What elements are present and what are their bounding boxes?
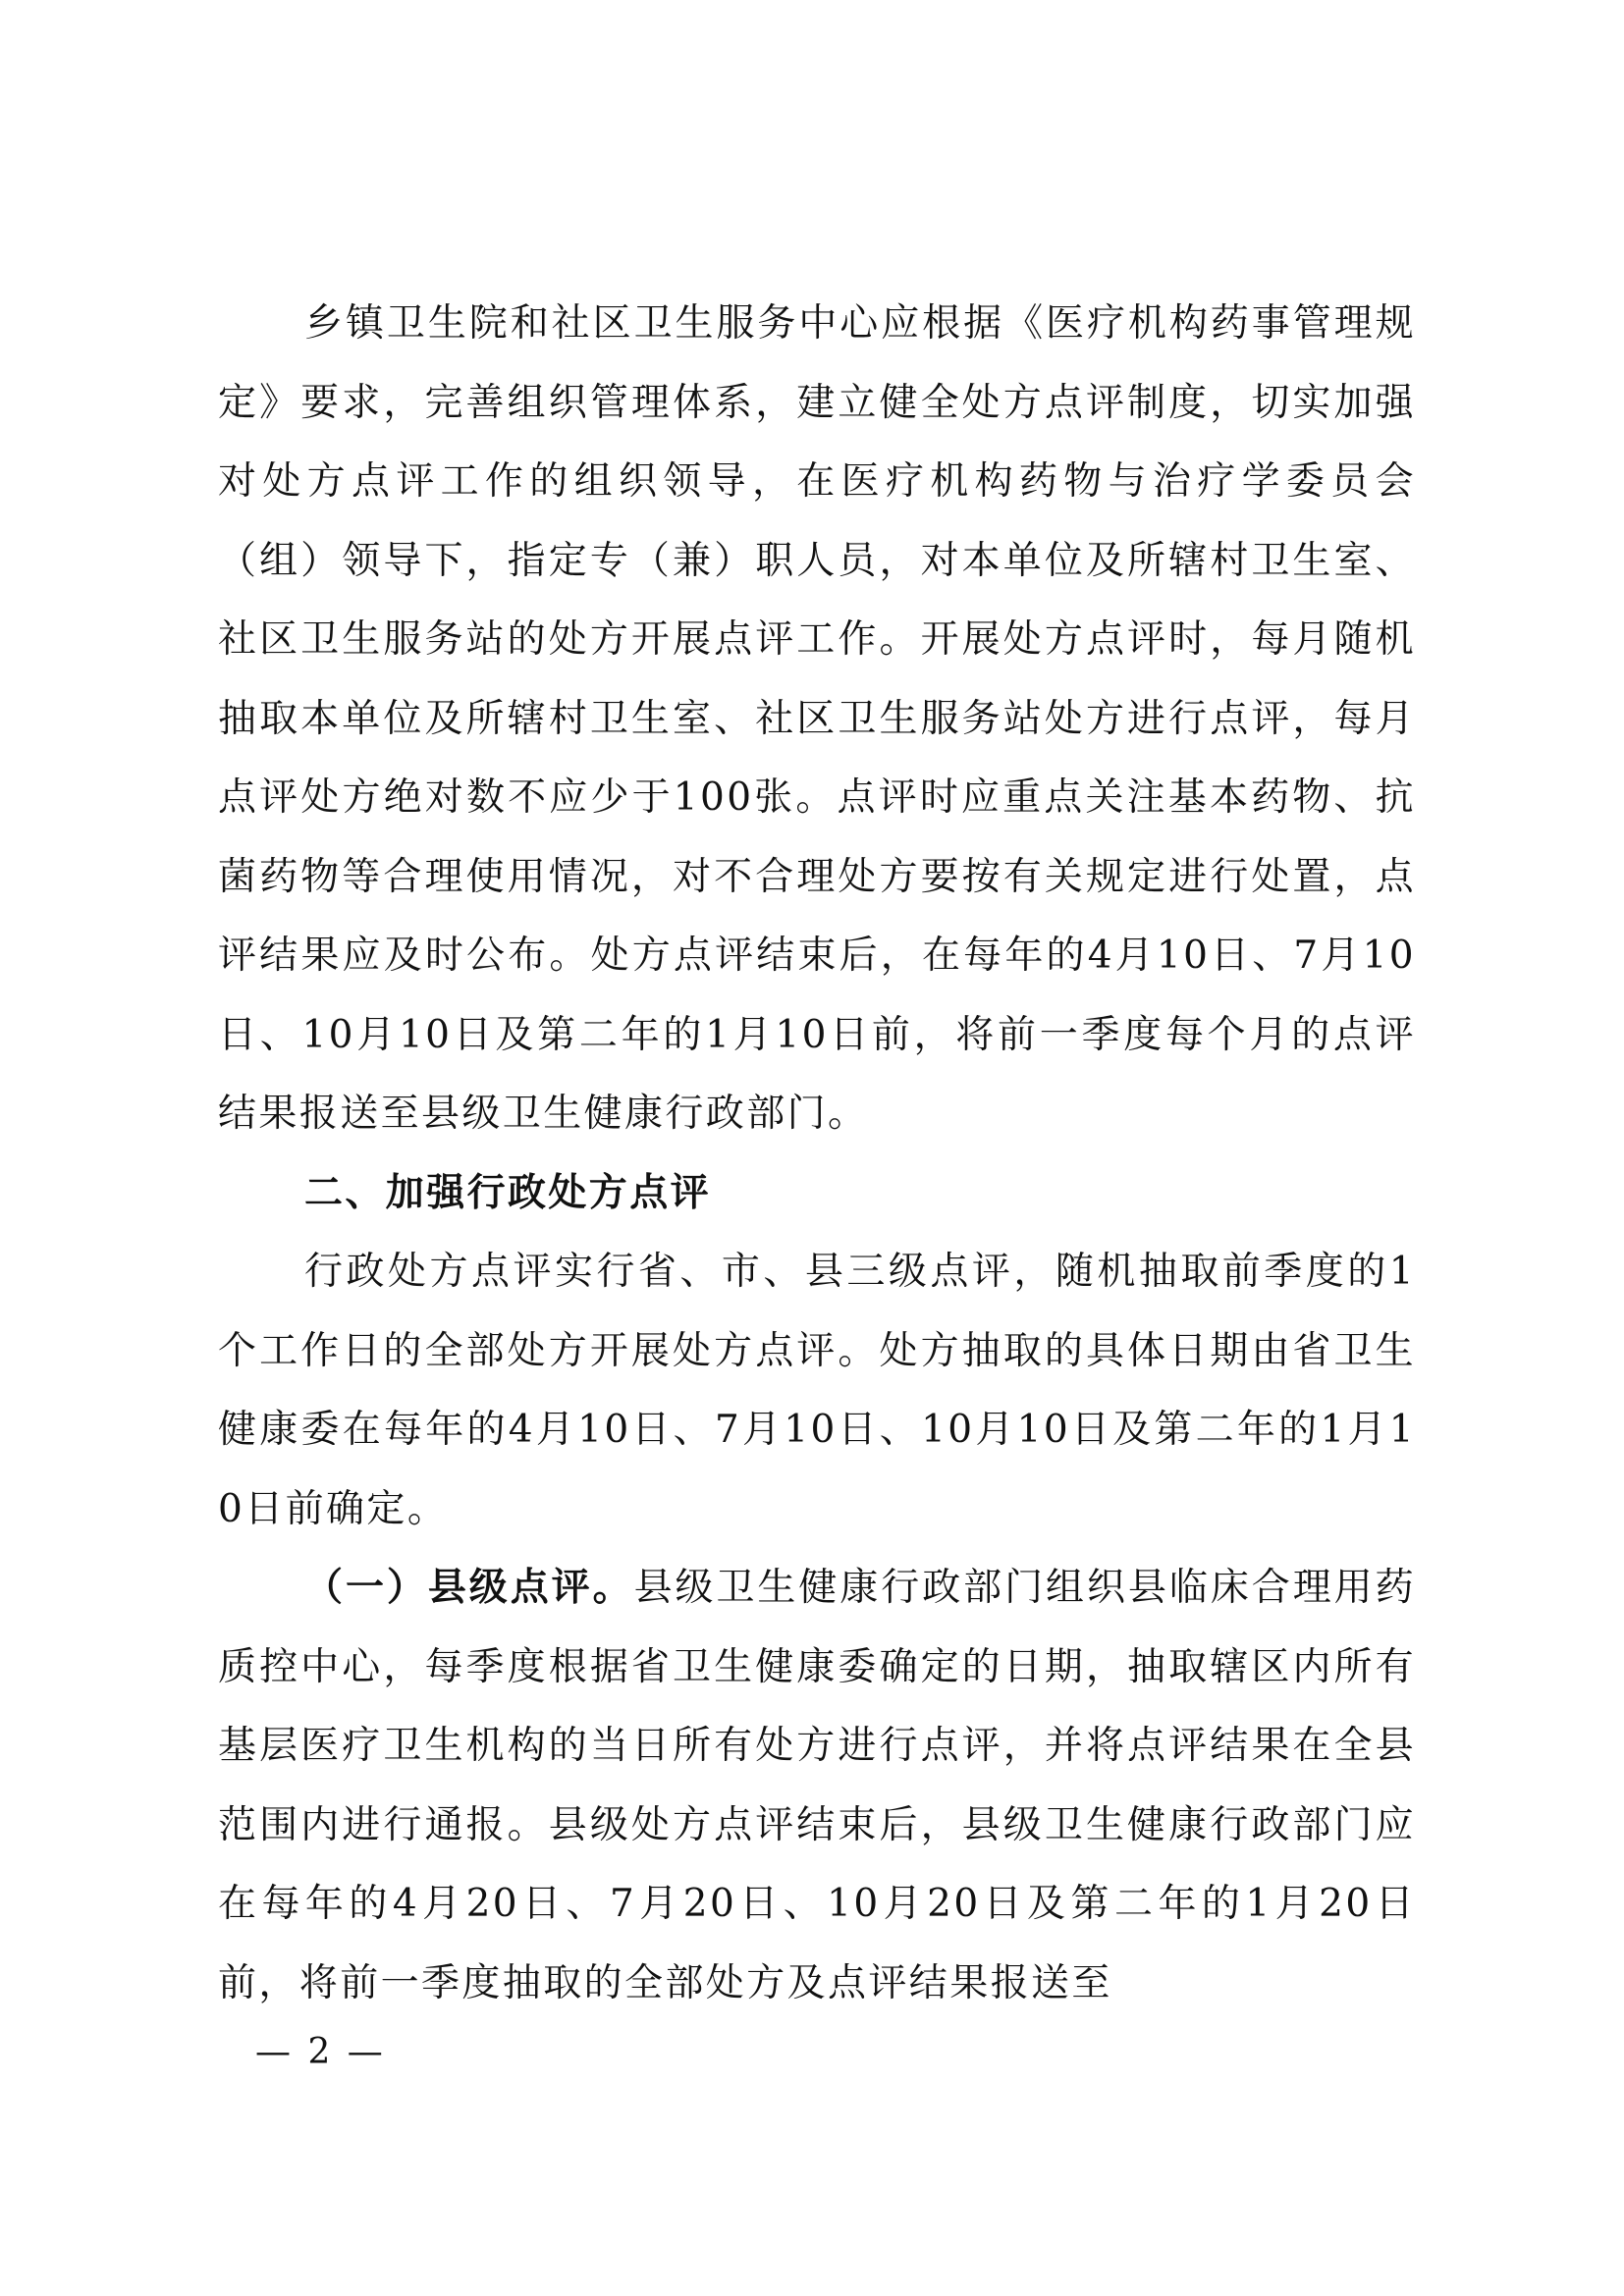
paragraph-administrative-review: 行政处方点评实行省、市、县三级点评，随机抽取前季度的1个工作日的全部处方开展处方点评。处方抽取的具体日期由省卫生健康委在每年的4月10日、7月10日、10月10日及第二年的1月10日前确定。 xyxy=(218,1250,1416,1531)
document-body xyxy=(218,285,1416,2023)
subsection-body-county-level: 县级卫生健康行政部门组织县临床合理用药质控中心，每季度根据省卫生健康委确定的日期，抽取辖区内所有基层医疗卫生机构的当日所有处方进行点评，并将点评结果在全县范围内进行通报。县级处方点评结束后，县级卫生健康行政部门应在每年的4月20日、7月20日、10月20日及第二年的1月20日前，将前一季度抽取的全部处方及点评结果报送至 xyxy=(218,1566,1417,2005)
section-heading-administrative-review: 二、加强行政处方点评 xyxy=(304,1170,712,1215)
paragraph-township-hospital-review: 乡镇卫生院和社区卫生服务中心应根据《医疗机构药事管理规定》要求，完善组织管理体系，建立健全处方点评制度，切实加强对处方点评工作的组织领导，在医疗机构药物与治疗学委员会（组）领导下，指定专（兼）职人员，对本单位及所辖村卫生室、社区卫生服务站的处方开展点评工作。开展处方点评时，每月随机抽取本单位及所辖村卫生室、社区卫生服务站处方进行点评，每月点评处方绝对数不应少于100张。点评时应重点关注基本药物、抗菌药物等合理使用情况，对不合理处方要按有关规定进行处置，点评结果应及时公布。处方点评结束后，在每年的4月10日、7月10日、10月10日及第二年的1月10日前，将前一季度每个月的点评结果报送至县级卫生健康行政部门。 xyxy=(218,301,1416,1136)
page-number: — 2 — xyxy=(255,2032,386,2072)
paragraph-county-level-review xyxy=(218,1549,1416,2023)
subsection-lead-county-level: （一）县级点评。 xyxy=(304,1566,634,1610)
